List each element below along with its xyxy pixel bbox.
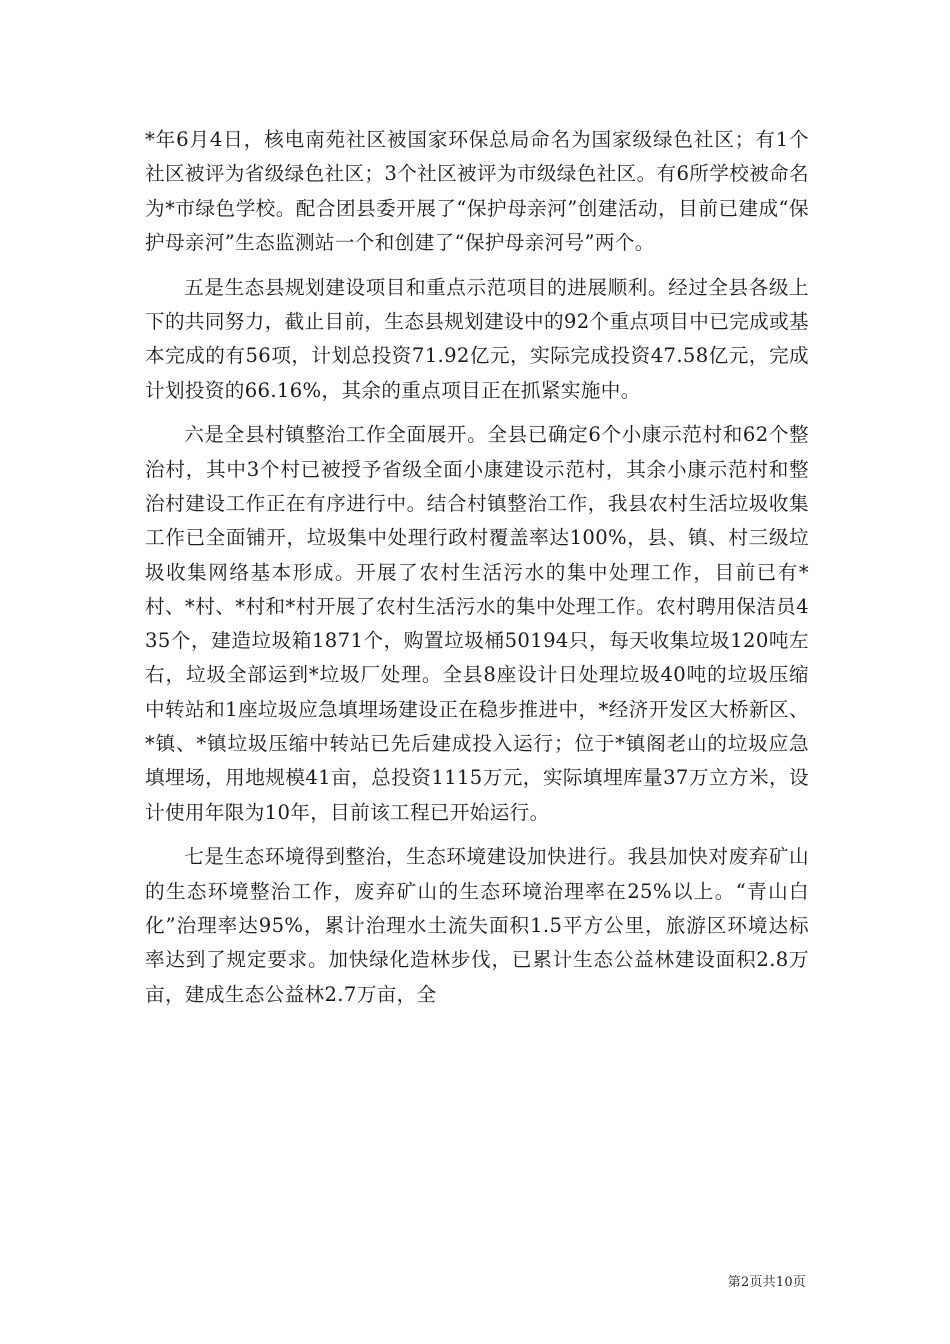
paragraph-continuation: *年6月4日，核电南苑社区被国家环保总局命名为国家级绿色社区；有1个社区被评为省级绿色社区；3个社区被评为市级绿色社区。有6所学校被命名为*市绿色学校。配合团县委开展了“保护母亲河”创建活动，目前已建成“保护母亲河”生态监测站一个和创建了“保护母亲河号”两个。 bbox=[145, 128, 809, 254]
document-body bbox=[145, 123, 809, 1012]
paragraph-item-six: 六是全县村镇整治工作全面展开。全县已确定6个小康示范村和62个整治村，其中3个村已被授予省级全面小康建设示范村，其余小康示范村和整治村建设工作正在有序进行中。结合村镇整治工作，我县农村生活垃圾收集工作已全面铺开，垃圾集中处理行政村覆盖率达100%，县、镇、村三级垃圾收集网络基本形成。开展了农村生活污水的集中处理工作，目前已有*村、*村、*村和*村开展了农村生活污水的集中处理工作。农村聘用保洁员435个，建造垃圾箱1871个，购置垃圾桶50194只，每天收集垃圾120吨左右，垃圾全部运到*垃圾厂处理。全县8座设计日处理垃圾40吨的垃圾压缩中转站和1座垃圾应急填埋场建设正在稳步推进中，*经济开发区大桥新区、*镇、*镇垃圾压缩中转站已先后建成投入运行；位于*镇阁老山的垃圾应急填埋场，用地规模41亩，总投资1115万元，实际填埋库量37万立方米，设计使用年限为10年，目前该工程已开始运行。 bbox=[145, 423, 809, 824]
paragraph-item-five: 五是生态县规划建设项目和重点示范项目的进展顺利。经过全县各级上下的共同努力，截止目前，生态县规划建设中的92个重点项目中已完成或基本完成的有56项，计划总投资71.92亿元，实际完成投资47.58亿元，完成计划投资的66.16%，其余的重点项目正在抓紧实施中。 bbox=[145, 275, 809, 402]
paragraph-item-seven: 七是生态环境得到整治，生态环境建设加快进行。我县加快对废弃矿山的生态环境整治工作，废弃矿山的生态环境治理率在25%以上。“青山白化”治理率达95%，累计治理水土流失面积1.5平方公里，旅游区环境达标率达到了规定要求。加快绿化造林步伐，已累计生态公益林建设面积2.8万亩，建成生态公益林2.7万亩，全 bbox=[145, 845, 809, 1006]
page-number: 第2页共10页 bbox=[727, 1275, 806, 1290]
